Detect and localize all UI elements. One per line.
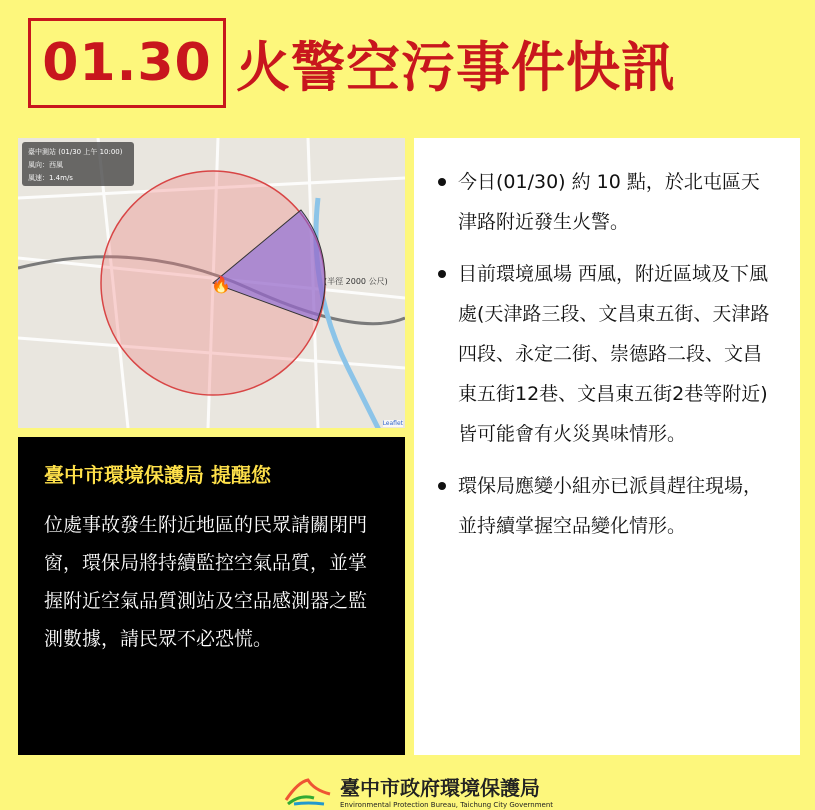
wind-speed: 風速：1.4m/s: [28, 174, 73, 182]
bullet-item: 環保局應變小組亦已派員趕往現場，並持續掌握空品變化情形。: [436, 466, 774, 546]
station-info-box: [22, 142, 134, 186]
notice-panel: [18, 437, 405, 755]
radius-label: (半徑 2000 公尺): [324, 277, 388, 286]
incident-map[interactable]: [18, 138, 405, 428]
date-badge: 01.30: [28, 18, 226, 108]
bullet-item: 目前環境風場 西風，附近區域及下風處(天津路三段、文昌東五街、天津路四段、永定二街、崇德路二段、文昌東五街12巷、文昌東五街2巷等附近)皆可能會有火災異味情形。: [436, 254, 774, 454]
fire-icon: 🔥: [211, 275, 231, 294]
station-name: 臺中測站 (01/30 上午 10:00): [28, 148, 123, 156]
notice-body: 位處事故發生附近地區的民眾請關閉門窗，環保局將持續監控空氣品質，並掌握附近空氣品質測站及空品感測器之監測數據，請民眾不必恐慌。: [44, 514, 368, 650]
bureau-name-zh: 臺中市政府環境保護局: [340, 776, 540, 800]
details-panel: [414, 138, 800, 755]
page-title: 火警空污事件快訊: [236, 35, 676, 99]
bullet-item: 今日(01/30) 約 10 點，於北屯區天津路附近發生火警。: [436, 162, 774, 242]
footer-logo: [284, 772, 553, 809]
bureau-name-en: Environmental Protection Bureau, Taichung City Government: [340, 801, 554, 809]
map-attribution[interactable]: Leaflet: [382, 420, 403, 427]
notice-heading: 臺中市環境保護局 提醒您: [44, 463, 271, 487]
bureau-logo-icon: [284, 776, 332, 806]
wind-direction: 風向：西風: [28, 161, 63, 169]
